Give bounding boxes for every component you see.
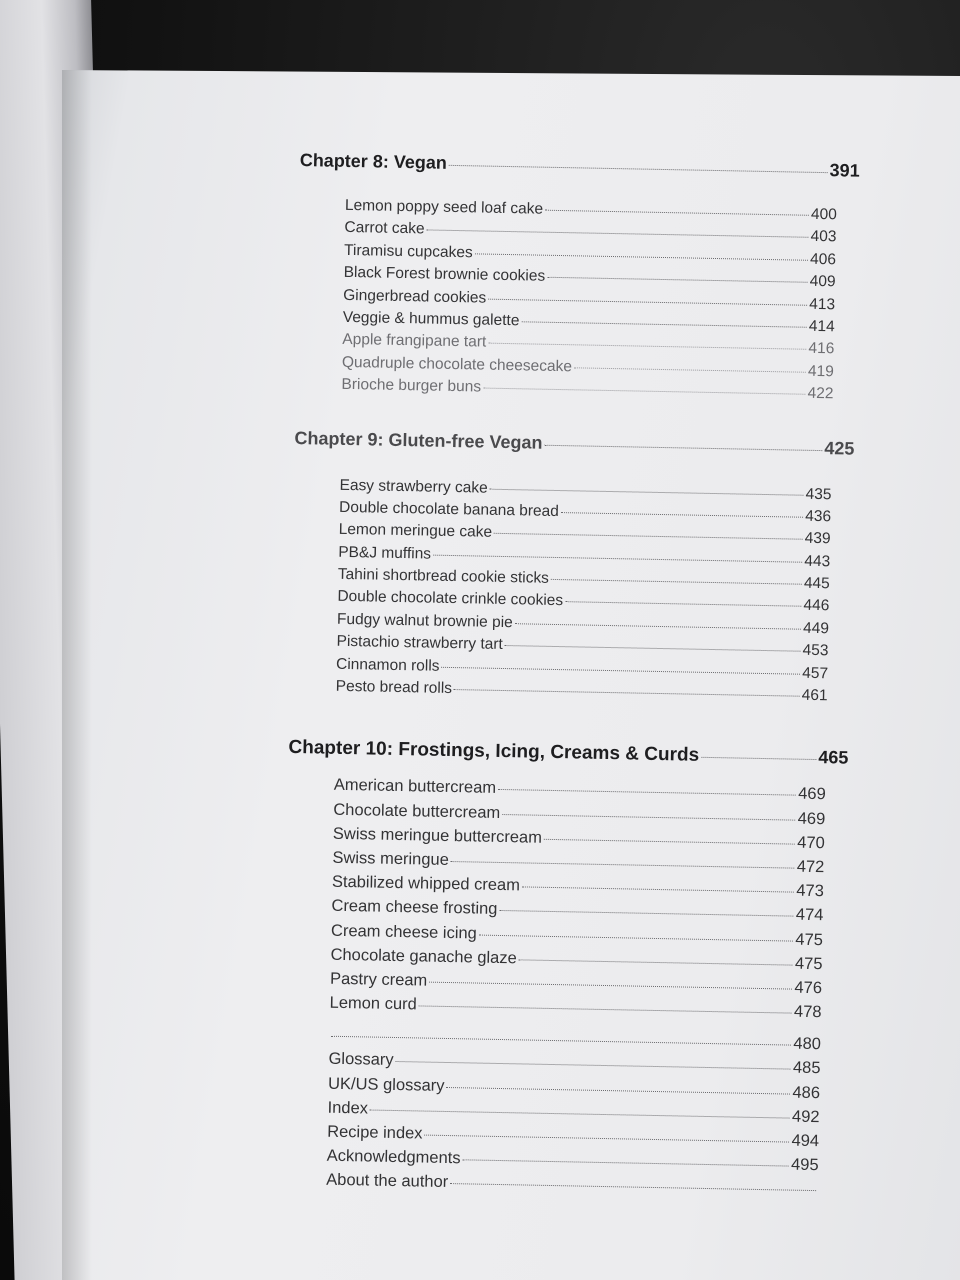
entry-label: Lemon curd [329,993,417,1014]
entry-label: Carrot cake [344,219,425,238]
entry-label: Cream cheese frosting [331,897,498,919]
entry-label: Quadruple chocolate cheesecake [341,353,573,375]
entry-label: Index [327,1098,369,1118]
entry-page-number: 413 [809,295,836,313]
dot-leader [499,910,793,917]
dot-leader [490,488,804,495]
entry-page-number: 446 [803,597,830,615]
entry-label: Lemon poppy seed loaf cake [344,196,544,218]
entry-page-number: 494 [791,1131,820,1151]
entry-label: Tahini shortbread cookie sticks [337,565,550,587]
dot-leader [483,388,805,395]
entry-label: Brioche burger buns [341,375,482,396]
dot-leader [446,1087,790,1095]
entry-page-number: 474 [795,906,824,925]
chapter-title: Chapter 8: Vegan [299,150,448,173]
dot-leader [494,533,803,540]
dot-leader [701,757,816,760]
chapter-9-section [289,427,854,710]
entry-page-number: 485 [792,1059,821,1078]
entry-label: Double chocolate crinkle cookies [337,588,564,610]
entry-label: Pistachio strawberry tart [336,633,503,654]
entry-page-number: 486 [792,1083,821,1102]
dot-leader [547,277,808,283]
entry-label: Pesto bread rolls [335,677,453,698]
entry-page-number: 469 [797,809,826,828]
entry-page-number: 436 [805,507,832,526]
entry-page-number: 469 [798,785,826,804]
dot-leader [424,1135,789,1143]
dot-leader [427,230,809,238]
entry-page-number: 475 [795,930,824,949]
dot-leader [505,645,801,652]
entry-page-number: 478 [793,1002,822,1022]
entry-page-number: 492 [791,1107,820,1127]
entry-page-number: 453 [802,641,829,660]
entry-page-number: 461 [801,686,828,705]
chapter-page-number: 425 [824,437,855,459]
entry-label: Recipe index [326,1122,423,1143]
chapter-8-section [295,150,860,408]
dot-leader [551,579,802,585]
dot-leader [545,210,809,216]
back-matter-entries [280,1025,843,1205]
entry-label: Cream cheese icing [330,921,478,943]
dot-leader [454,689,800,697]
chapter-entries [289,475,853,710]
entry-page-number: 495 [790,1155,819,1175]
entry-label: Black Forest brownie cookies [343,264,546,285]
entry-page-number: 435 [805,485,832,503]
entry-page-number: 449 [802,619,830,638]
entry-page-number: 443 [804,552,831,570]
dot-leader [498,789,796,796]
dot-leader [574,367,806,372]
entry-label: Tiramisu cupcakes [343,241,473,262]
dot-leader [488,298,807,305]
entry-page-number: 470 [797,833,825,852]
table-of-contents [280,150,860,1205]
dot-leader [370,1109,790,1118]
entry-label: Lemon meringue cake [338,521,493,542]
entry-label: Veggie & hummus galette [342,308,520,330]
entry-page-number: 476 [794,978,823,998]
dot-leader [396,1061,791,1070]
entry-page-number: 473 [796,881,825,901]
dot-leader [565,602,801,608]
dot-leader [475,253,808,260]
entry-label: Acknowledgments [326,1146,461,1168]
entry-label: Glossary [328,1050,394,1070]
entry-page-number: 409 [809,272,836,291]
entry-page-number: 480 [793,1034,822,1054]
entry-page-number: 439 [804,530,831,548]
entry-label: About the author [326,1171,449,1192]
entry-page-number: 416 [808,340,835,358]
entry-page-number: 445 [803,574,830,593]
entry-label: Fudgy walnut brownie pie [336,610,513,632]
dot-leader [521,321,806,327]
dot-leader [419,1006,792,1014]
dot-leader [522,887,794,893]
entry-label: UK/US glossary [327,1074,445,1095]
entry-label: Cinnamon rolls [335,655,440,675]
dot-leader [488,343,806,350]
dot-leader [544,839,795,845]
entry-page-number: 403 [810,228,837,246]
dot-leader [429,982,792,990]
dot-leader [515,623,801,629]
dot-leader [331,1036,791,1046]
entry-page-number: 472 [796,857,825,877]
dot-leader [544,444,822,450]
entry-label: Easy strawberry cake [339,476,488,497]
entry-label: Gingerbread cookies [343,286,487,307]
chapter-10-section [283,737,848,1028]
entry-label: Apple frangipane tart [342,331,487,351]
chapter-page-number: 391 [829,160,860,181]
dot-leader [479,934,794,941]
dot-leader [441,666,800,674]
dot-leader [463,1160,790,1167]
dot-leader [502,814,796,821]
entry-page-number: 457 [802,664,829,682]
entry-label: Double chocolate banana bread [338,498,560,520]
entry-label: PB&J muffins [338,543,432,563]
chapter-title: Chapter 10: Frostings, Icing, Creams & Curds [288,737,700,767]
entry-page-number: 475 [794,954,823,973]
entry-label: Swiss meringue buttercream [332,824,543,847]
dot-leader [561,512,803,518]
dot-leader [433,554,802,562]
entry-label: Chocolate ganache glaze [330,945,517,968]
chapter-title: Chapter 9: Gluten-free Vegan [294,427,543,453]
chapter-entries [295,196,859,408]
dot-leader [449,165,828,173]
dot-leader [451,861,795,869]
dot-leader [450,1183,816,1191]
entry-page-number: 419 [807,362,835,381]
back-matter-section [280,1025,843,1205]
dot-leader [519,959,793,965]
entry-page-number: 414 [808,317,835,336]
entry-page-number: 422 [807,384,834,403]
entry-page-number: 406 [809,250,837,269]
entry-label: Swiss meringue [332,848,450,869]
entry-label: Stabilized whipped cream [331,872,521,895]
entry-label: Pastry cream [329,969,428,990]
chapter-page-number: 465 [818,747,849,769]
entry-label: American buttercream [333,776,497,798]
entry-label: Chocolate buttercream [333,800,501,822]
chapter-entries [283,775,848,1028]
entry-page-number: 400 [810,205,838,224]
